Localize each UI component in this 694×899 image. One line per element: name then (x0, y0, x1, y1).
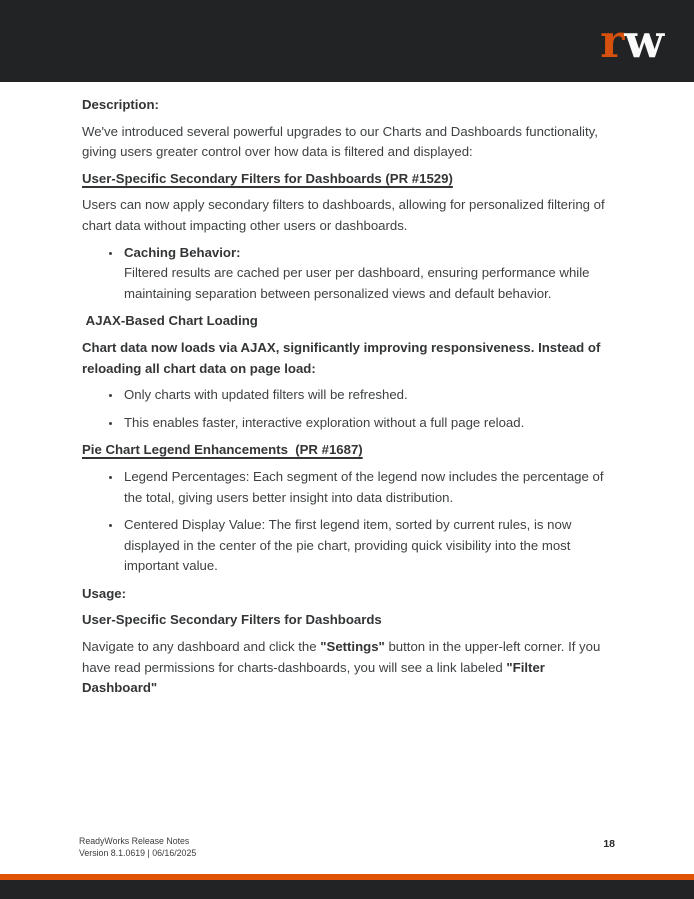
usage-paragraph (82, 637, 614, 699)
page-header (0, 0, 694, 82)
section-heading-user-filters: User-Specific Secondary Filters for Dashboards (PR #1529) (82, 170, 453, 186)
usage-text-run: Navigate to any dashboard and click the (82, 639, 321, 655)
section-heading-pie-legend: Pie Chart Legend Enhancements (PR #1687) (82, 442, 363, 458)
ajax-bullet-list (82, 385, 614, 433)
list-item: • Centered Display Value: The first legend item, sorted by current rules, is now displayed in the center of the pie chart, providing quick visibility into the most important value. (122, 515, 614, 577)
caching-behavior-body: Filtered results are cached per user per dashboard, ensuring performance while maintaining separation between personalized views and default behavior. (124, 265, 590, 301)
caching-behavior-title: Caching Behavior: (124, 244, 241, 260)
footer-dark-bar (0, 880, 694, 899)
logo-letter-r: r (600, 14, 625, 68)
usage-text-run: button in the upper-left corner. If you have read permissions for charts-dashboards, you will see a link labeled (82, 639, 601, 675)
ajax-paragraph: Chart data now loads via AJAX, significantly improving responsiveness. Instead of reloading all chart data on page load: (82, 339, 601, 376)
intro-paragraph: We've introduced several powerful upgrades to our Charts and Dashboards functionality, giving users greater control over how data is filtered and displayed: (82, 123, 598, 160)
document-body (0, 82, 694, 705)
filter-dashboard-link-reference: "Filter Dashboard" (82, 659, 545, 696)
settings-button-reference: "Settings" (320, 639, 385, 655)
section-heading-ajax-loading: AJAX-Based Chart Loading (82, 313, 258, 329)
page-number: 18 (603, 838, 615, 850)
list-item: • This enables faster, interactive exploration without a full page reload. (122, 413, 614, 434)
footer-doc-title: ReadyWorks Release Notes (79, 836, 190, 846)
usage-heading: Usage: (82, 585, 126, 601)
logo-letter-w: w (624, 14, 664, 68)
page-footer (79, 835, 615, 859)
pie-legend-bullet-list (82, 467, 614, 577)
usage-subheading: User-Specific Secondary Filters for Dashboards (82, 612, 382, 628)
description-heading: Description: (82, 97, 159, 112)
list-item-caching-behavior (122, 243, 614, 305)
user-filters-bullet-list (82, 243, 614, 305)
list-item: • Legend Percentages: Each segment of the legend now includes the percentage of the total, giving users better insight into data distribution. (122, 467, 614, 508)
list-item: • Only charts with updated filters will be refreshed. (122, 385, 614, 406)
footer-version-line: Version 8.1.0619 | 06/16/2025 (79, 848, 197, 858)
user-filters-paragraph: Users can now apply secondary filters to dashboards, allowing for personalized filtering of chart data without impacting other users or dashboards. (82, 197, 605, 233)
readyworks-logo (600, 14, 664, 68)
footer-meta (79, 835, 196, 859)
